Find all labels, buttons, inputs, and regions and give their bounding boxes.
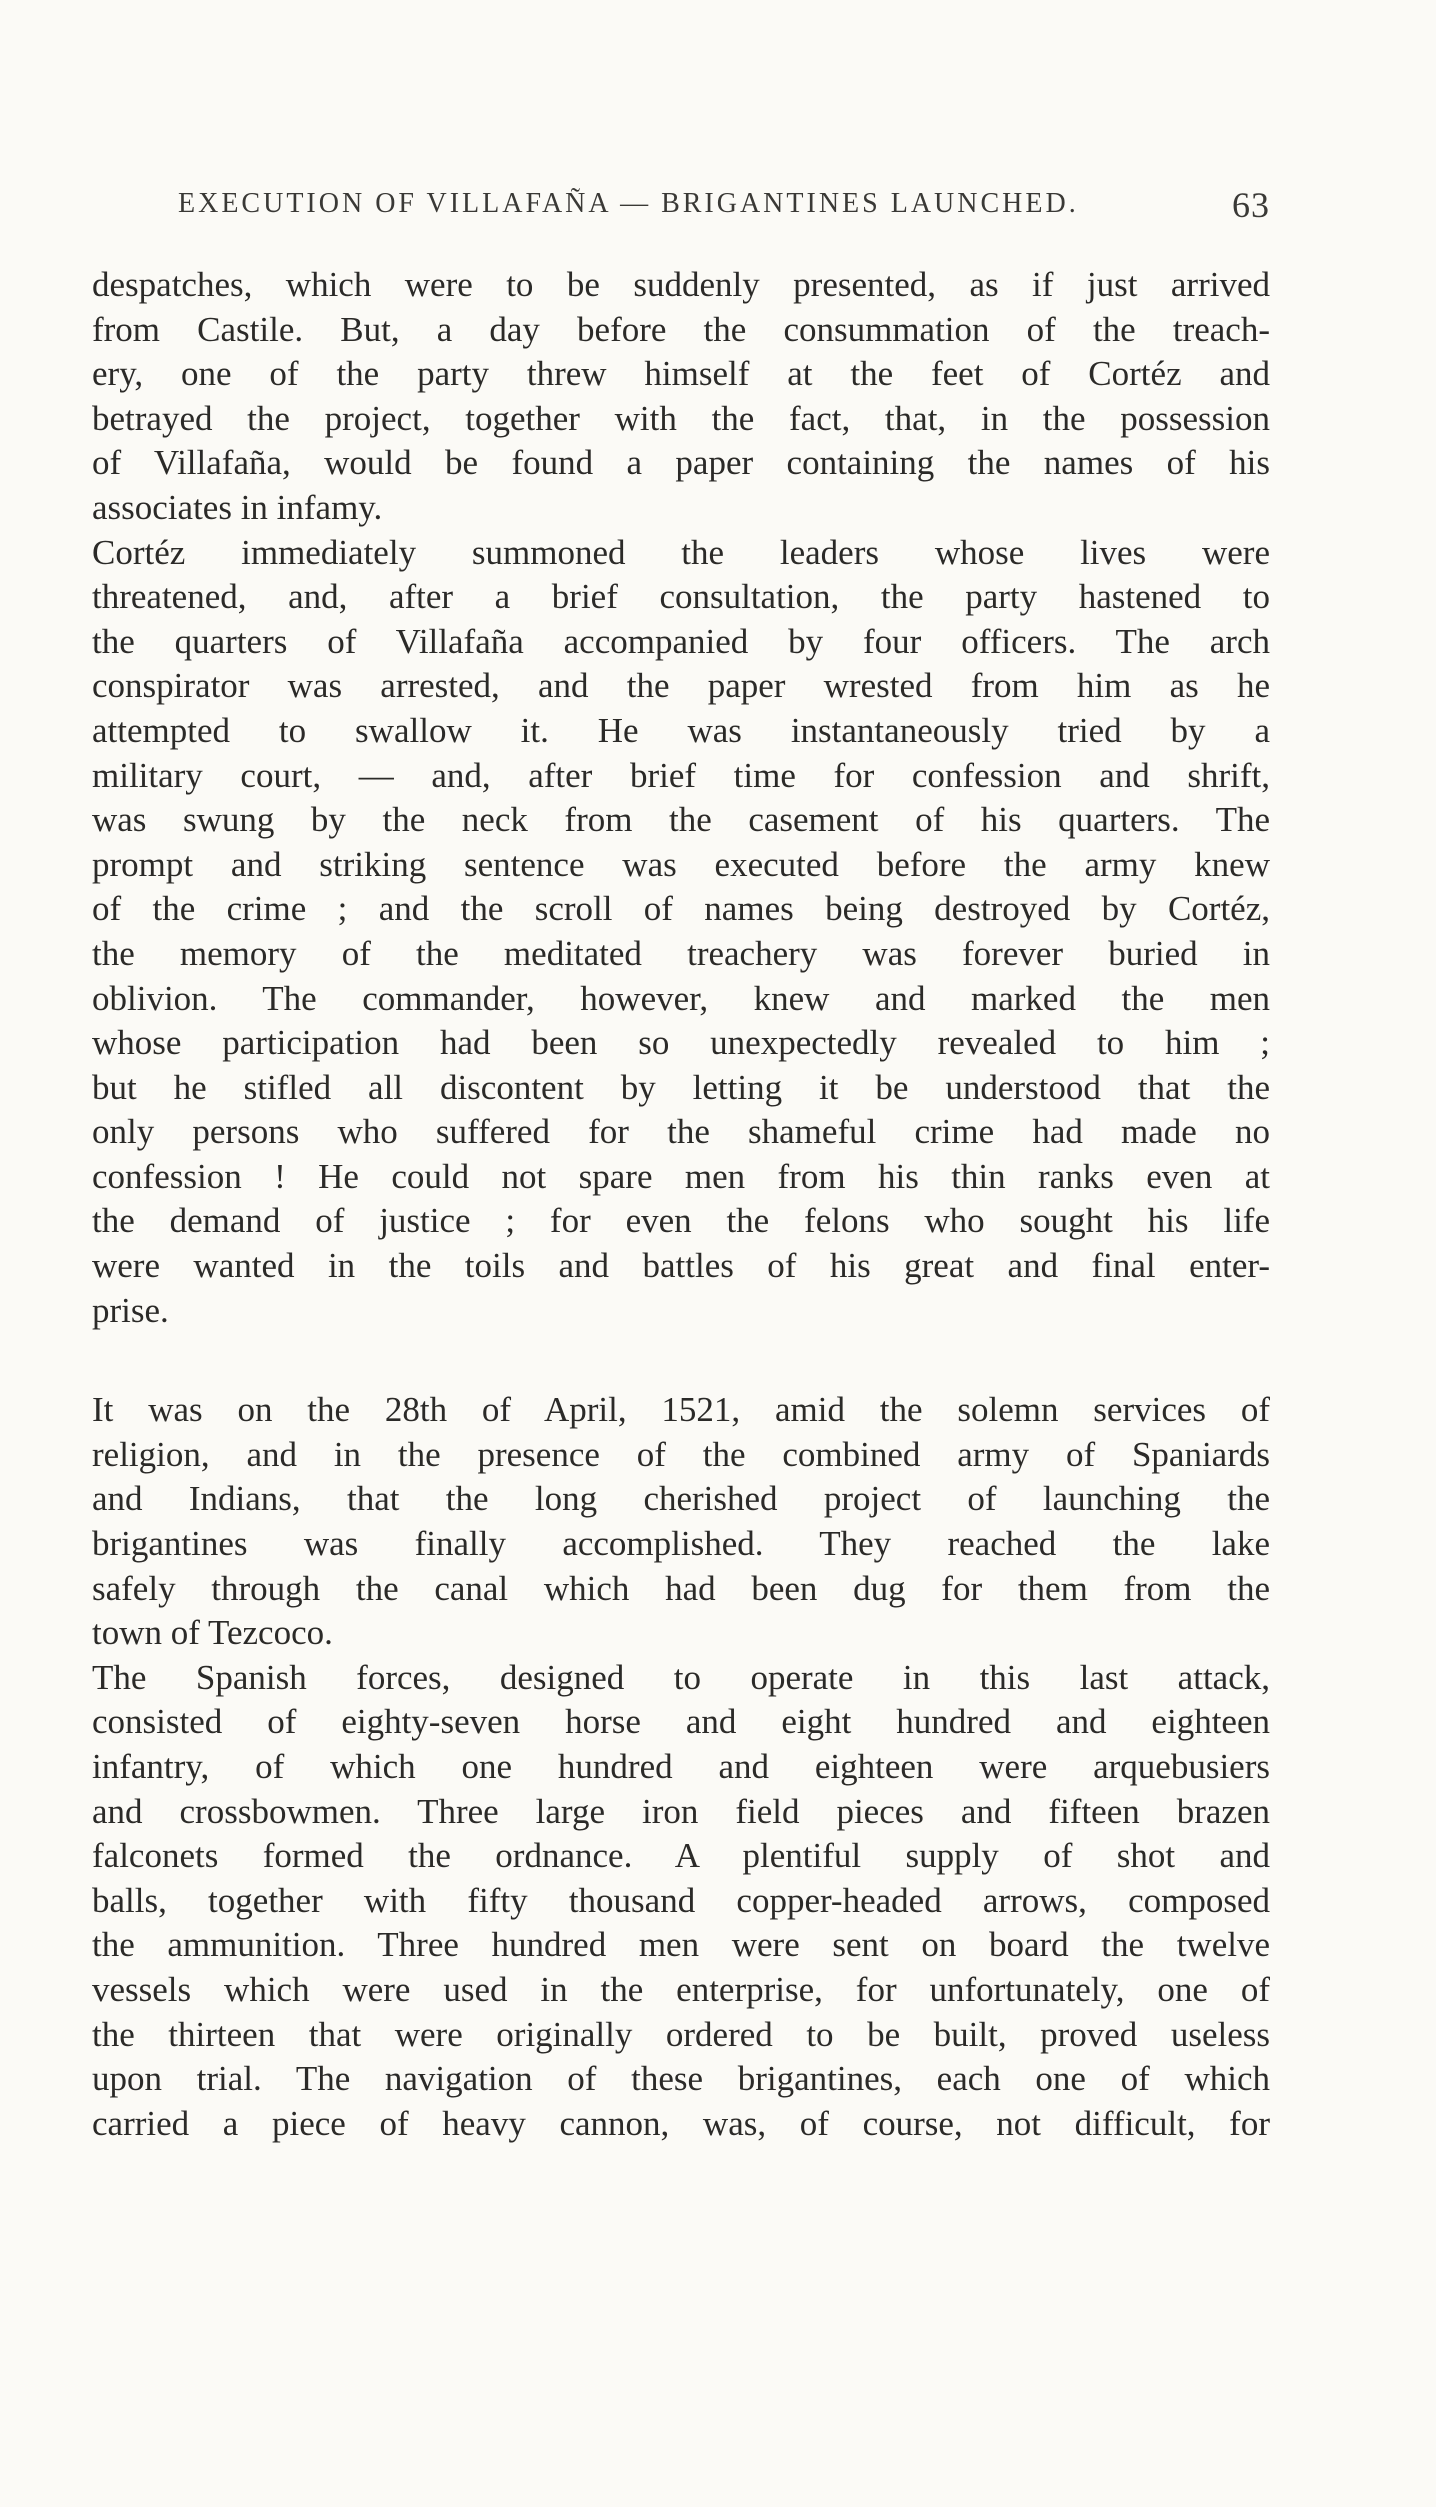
text-line: associates in infamy. (92, 487, 383, 527)
text-line: The Spanish forces, designed to operate in this last attack, (92, 1657, 1270, 1697)
text-line: despatches, which were to be suddenly presented, as if just arrived (92, 265, 1270, 304)
paragraph (92, 531, 1270, 1334)
text-line: falconets formed the ordnance. A plentiful supply of shot and (92, 1836, 1270, 1876)
text-line: and Indians, that the long cherished project of launching the (92, 1479, 1270, 1519)
text-line: of the crime ; and the scroll of names being destroyed by Cortéz, (92, 889, 1270, 929)
text-line: vessels which were used in the enterprise, for unfortunately, one of (92, 1969, 1270, 2009)
running-head (178, 185, 1270, 228)
text-line: military court, — and, after brief time for confession and shrift, (92, 755, 1270, 795)
text-line: oblivion. The commander, however, knew and marked the men (92, 978, 1270, 1018)
text-line: the thirteen that were originally ordered to be built, proved useless (92, 2014, 1270, 2054)
text-line: threatened, and, after a brief consultation, the party hastened to (92, 577, 1270, 617)
text-line: were wanted in the toils and battles of his great and final enter- (92, 1246, 1270, 1286)
running-title: EXECUTION OF VILLAFAÑA — BRIGANTINES LAUNCHED. (178, 188, 1079, 219)
text-line: upon trial. The navigation of these brigantines, each one of which (92, 2059, 1270, 2099)
text-line: It was on the 28th of April, 1521, amid the solemn services of (92, 1390, 1270, 1430)
text-line: of Villafaña, would be found a paper containing the names of his (92, 443, 1270, 483)
text-line: town of Tezcoco. (92, 1613, 333, 1653)
page-number: 63 (1232, 185, 1270, 225)
text-line: the ammunition. Three hundred men were sent on board the twelve (92, 1925, 1270, 1965)
text-line: only persons who suffered for the shameful crime had made no (92, 1112, 1270, 1152)
text-line: confession ! He could not spare men from his thin ranks even at (92, 1156, 1270, 1196)
text-line: whose participation had been so unexpectedly revealed to him ; (92, 1023, 1270, 1063)
text-line: brigantines was finally accomplished. They reached the lake (92, 1524, 1270, 1564)
text-line: prise. (92, 1290, 169, 1330)
paragraph (92, 263, 1270, 531)
text-line: religion, and in the presence of the combined army of Spaniards (92, 1434, 1270, 1474)
text-line: but he stifled all discontent by letting it be understood that the (92, 1067, 1270, 1107)
text-line: from Castile. But, a day before the consummation of the treach- (92, 309, 1270, 349)
text-line: Cortéz immediately summoned the leaders whose lives were (92, 532, 1270, 572)
text-line: betrayed the project, together with the fact, that, in the possession (92, 398, 1270, 438)
text-line: carried a piece of heavy cannon, was, of course, not difficult, for (92, 2103, 1270, 2143)
text-line: consisted of eighty-seven horse and eight hundred and eighteen (92, 1702, 1270, 1742)
text-line: attempted to swallow it. He was instantaneously tried by a (92, 710, 1270, 750)
section-break (92, 1333, 1270, 1388)
text-line: was swung by the neck from the casement of his quarters. The (92, 800, 1270, 840)
text-line: the demand of justice ; for even the felons who sought his life (92, 1201, 1270, 1241)
text-line: the quarters of Villafaña accompanied by four officers. The arch (92, 621, 1270, 661)
text-line: infantry, of which one hundred and eighteen were arquebusiers (92, 1747, 1270, 1786)
paragraph (92, 1388, 1270, 1656)
text-line: safely through the canal which had been dug for them from the (92, 1568, 1270, 1608)
text-line: prompt and striking sentence was executed before the army knew (92, 844, 1270, 884)
body-text (92, 263, 1270, 2146)
text-line: and crossbowmen. Three large iron field pieces and fifteen brazen (92, 1791, 1270, 1831)
paragraph (92, 1656, 1270, 2147)
text-line: balls, together with fifty thousand copper-headed arrows, composed (92, 1880, 1270, 1920)
text-line: conspirator was arrested, and the paper wrested from him as he (92, 666, 1270, 706)
text-line: ery, one of the party threw himself at the feet of Cortéz and (92, 354, 1270, 394)
text-line: the memory of the meditated treachery was forever buried in (92, 933, 1270, 973)
